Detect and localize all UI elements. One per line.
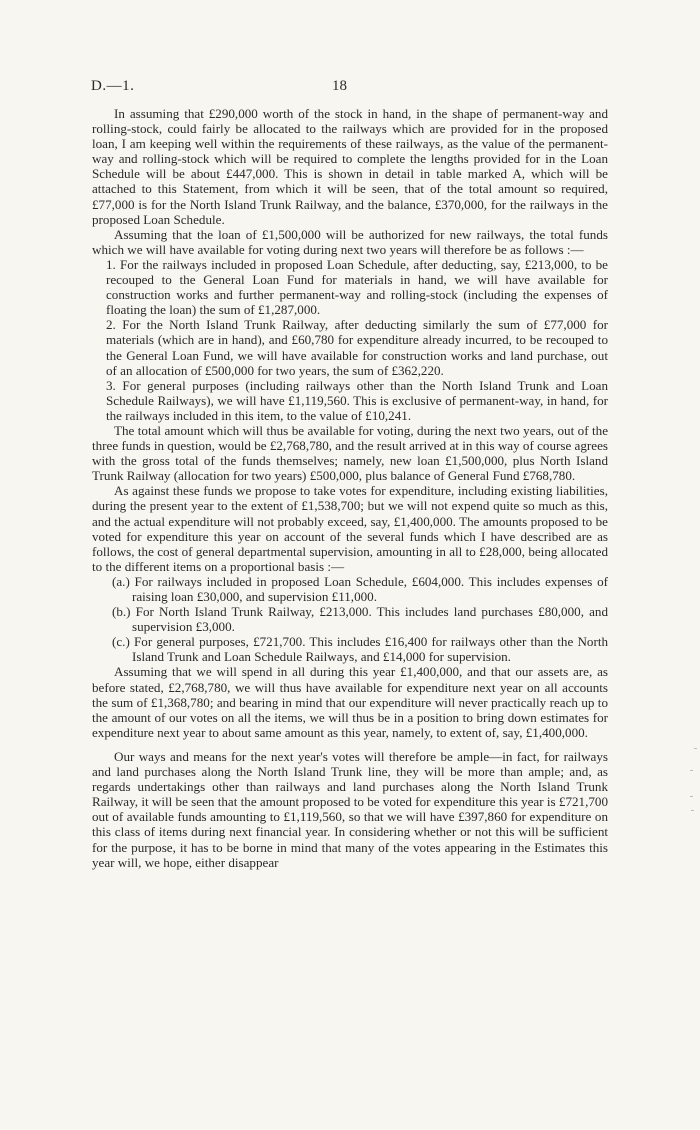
page-number: 18 (332, 78, 347, 94)
list-item-c: (c.) For general purposes, £721,700. This includes £16,400 for railways other than the North Island Trunk and Loan Schedule Railways, and £14,000 for supervision. (112, 634, 608, 665)
proposed-votes-list (92, 574, 608, 665)
paragraph-proposed-votes: As against these funds we propose to take votes for expenditure, including existing liabilities, during the present year to the extent of £1,538,700; but we will not expend quite so much as this, and the actual expenditure will not probably exceed, say, £1,400,000. The amounts proposed to be voted for expenditure this year on account of the several funds which I have described are as follows, the cost of general departmental supervision, amounting in all to £28,000, being allocated to the different items on a proportional basis :— (92, 483, 608, 574)
paragraph-stock-allocation: In assuming that £290,000 worth of the stock in hand, in the shape of permanent-way and rolling-stock, could fairly be allocated to the railways which are provided for in the proposed loan, I am keeping well within the requirements of these railways, as the value of the permanent-way and rolling-stock which will be required to complete the lengths provided for in the Loan Schedule will be about £447,000. This is shown in detail in table marked A, which will be attached to this Statement, from which it will be seen, that of the total amount so required, £77,000 is for the North Island Trunk Railway, and the balance, £370,000, for the railways in the proposed Loan Schedule. (92, 106, 608, 227)
paragraph-next-year-expenditure: Assuming that we will spend in all during this year £1,400,000, and that our assets are, as before stated, £2,768,780, we will thus have available for expenditure next year on all accounts the sum of £1,368,780; and bearing in mind that our expenditure will never practically reach up to the amount of our votes on all the items, we will thus be in a position to bring down estimates for expenditure next year to about same amount as this year, namely, to extent of, say, £1,400,000. (92, 664, 608, 740)
paragraph-total-available: The total amount which will thus be available for voting, during the next two years, out of the three funds in question, would be £2,768,780, and the result arrived at in this way of course agrees with the gross total of the funds themselves; namely, new loan £1,500,000, plus North Island Trunk Railway (allocation for two years) £500,000, plus balance of General Fund £768,780. (92, 422, 608, 484)
list-item-a: (a.) For railways included in proposed Loan Schedule, £604,000. This includes expenses of raising loan £30,000, and supervision £11,000. (112, 573, 608, 604)
list-item-b: (b.) For North Island Trunk Railway, £213,000. This includes land purchases £80,000, and supervision £3,000. (112, 604, 608, 635)
list-item-loan-schedule: 1. For the railways included in proposed Loan Schedule, after deducting, say, £213,000, to be recouped to the General Loan Fund for materials in hand, we will have available for construction works and further permanent-way and rolling-stock (including the expenses of floating the loan) the sum of £1,287,000. (106, 256, 608, 318)
paragraph-loan-assumption: Assuming that the loan of £1,500,000 will be authorized for new railways, the total funds which we will have available for voting during next two years will therefore be as follows :— (92, 226, 608, 257)
paragraph-ways-and-means: Our ways and means for the next year's votes will therefore be ample—in fact, for railways and land purchases along the North Island Trunk line, they will be more than ample; and, as regards undertakings other than railways and land purchases along the North Island Trunk Railway, it will be seen that the amount proposed to be voted for expenditure this year is £721,700 out of available funds amounting to £1,119,560, so that we will have £397,860 for expenditure on this class of items during next financial year. In considering whether or not this will be sufficient for the purpose, it has to be borne in mind that many of the votes appearing in the Estimates this year will, we hope, either disappear (92, 748, 608, 870)
list-item-general-purposes: 3. For general purposes (including railways other than the North Island Trunk and Loan Schedule Railways), we will have £1,119,560. This is exclusive of permanent-way, in hand, for the railways included in this item, to the value of £10,241. (106, 377, 608, 423)
document-body (92, 106, 608, 870)
margin-mark (694, 748, 697, 749)
list-item-trunk-railway: 2. For the North Island Trunk Railway, after deducting similarly the sum of £77,000 for materials (which are in hand), and £60,780 for expenditure already incurred, to be recouped to the General Loan Fund, we will have available for construction works and land purchase, out of an allocation of £500,000 for two years, the sum of £362,220. (106, 317, 608, 378)
margin-mark (690, 796, 693, 797)
margin-mark (690, 770, 693, 771)
document-reference: D.—1. (91, 78, 135, 94)
margin-mark (691, 810, 694, 811)
